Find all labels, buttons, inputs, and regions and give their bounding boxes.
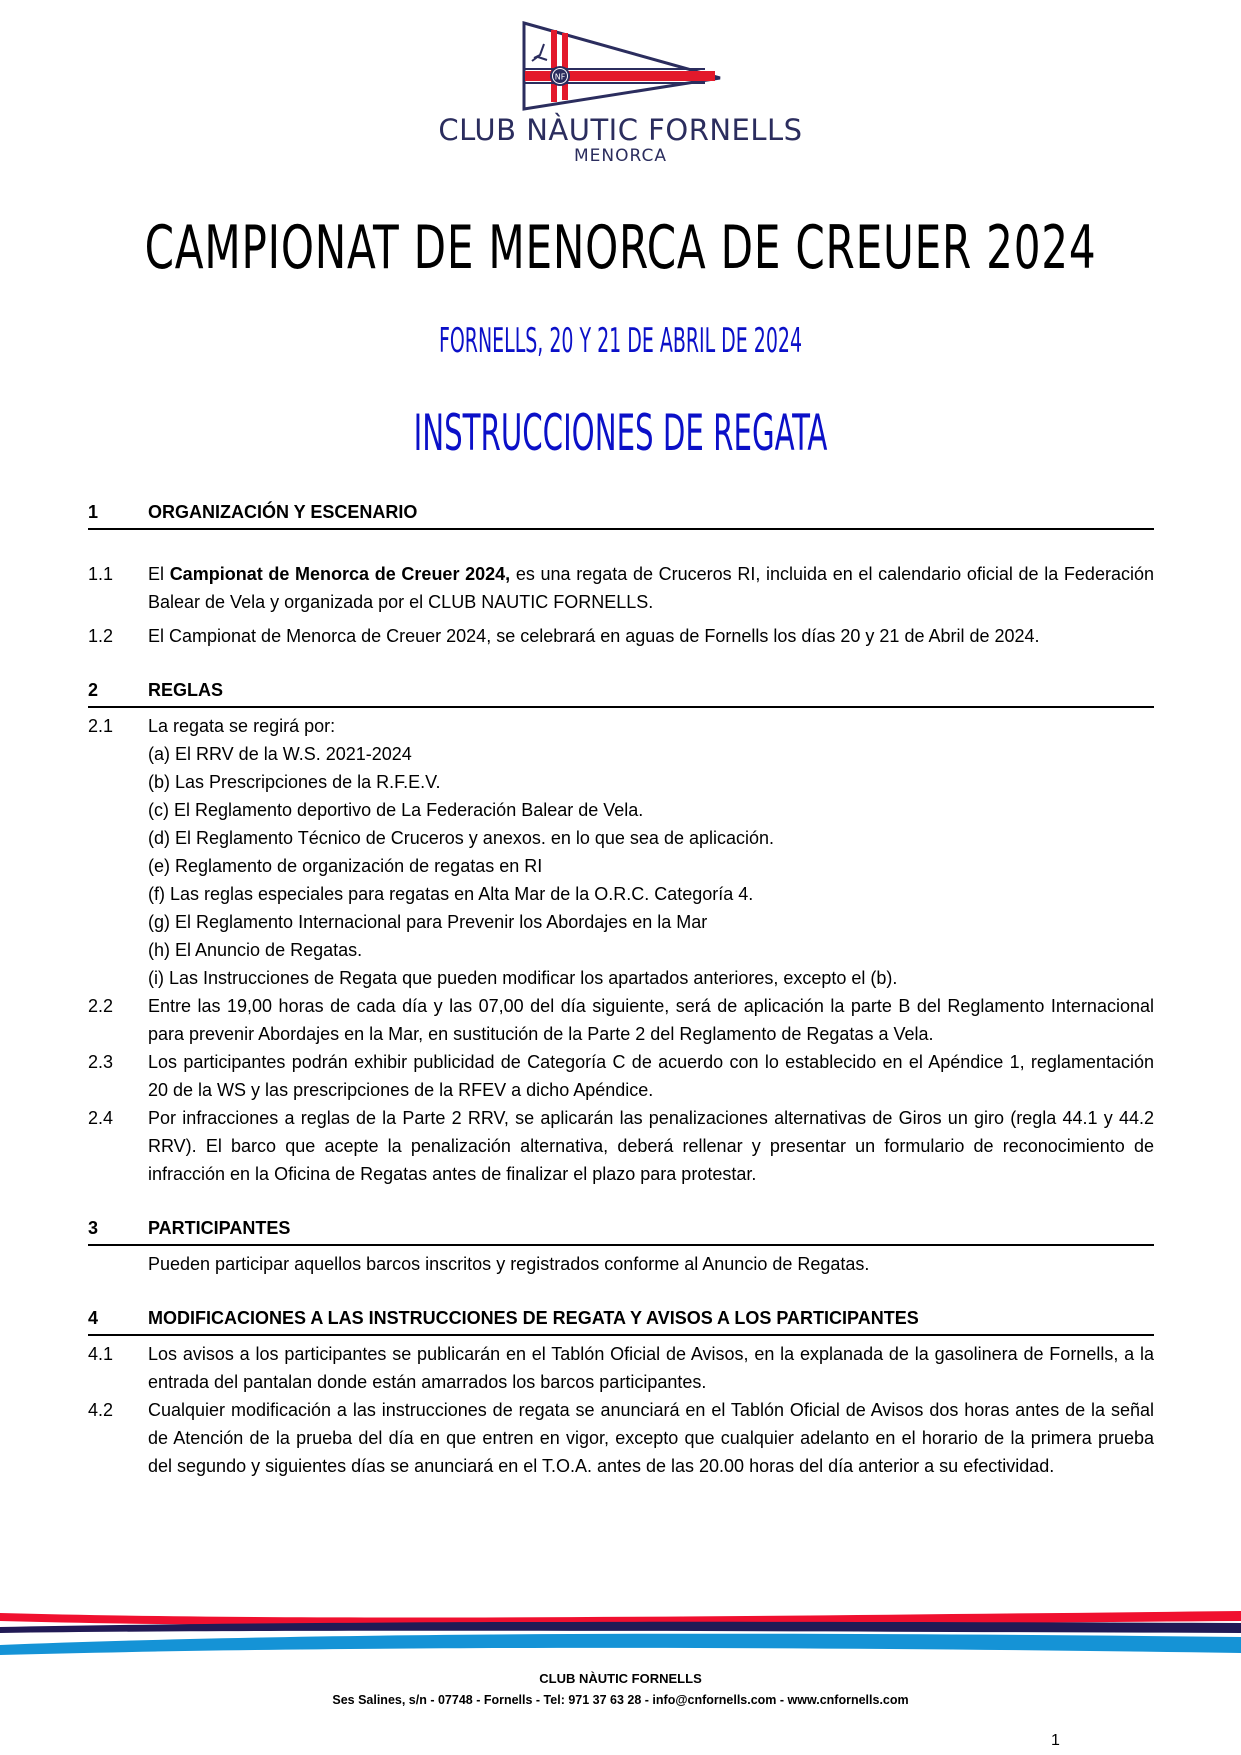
clause bbox=[88, 1340, 1154, 1396]
wave-blue bbox=[0, 1634, 1241, 1655]
clause-text: Cualquier modificación a las instrucciones de regata se anunciará en el Tablón Oficial de Avisos dos horas antes de la señal de Atención de la prueba del día en que entren en vigor, excepto que cualquier adelanto en el horario de la primera prueba del segundo y siguientes días se anunciará en el T.O.A. antes de las 20.00 horas del día anterior a su efectividad. bbox=[148, 1400, 1154, 1476]
clause-text: La regata se regirá por: bbox=[148, 716, 336, 736]
clause bbox=[88, 1104, 1154, 1188]
clause-number: 2.2 bbox=[88, 996, 114, 1016]
clause-text: Entre las 19,00 horas de cada día y las 07,00 del día siguiente, será de aplicación la parte B del Reglamento Internacional para prevenir Abordajes en la Mar, en sustitución de la Parte 2 del Reglamento de Regatas a Vela. bbox=[148, 996, 1154, 1044]
clause bbox=[88, 622, 1154, 650]
event-date: FORNELLS, 20 Y 21 DE ABRIL DE 2024 bbox=[438, 321, 803, 361]
document-body bbox=[88, 498, 1154, 1480]
emblem-text: NF bbox=[554, 72, 566, 82]
event-title: CAMPIONAT DE MENORCA DE CREUER 2024 bbox=[144, 213, 1097, 283]
pennant-stripe bbox=[551, 30, 557, 102]
club-pennant-icon bbox=[520, 18, 725, 114]
clause-number: 2.3 bbox=[88, 1052, 114, 1072]
clause bbox=[88, 1048, 1154, 1104]
page-number: 1 bbox=[1051, 1732, 1060, 1749]
section-number: 2 bbox=[88, 680, 99, 700]
rule-list-item: (b) Las Prescripciones de la R.F.E.V. bbox=[148, 772, 441, 792]
section-heading bbox=[88, 1214, 1154, 1246]
rule-list-item: (i) Las Instrucciones de Regata que pueden modificar los apartados anteriores, excepto el (b). bbox=[148, 968, 898, 988]
section-heading bbox=[88, 676, 1154, 708]
clause-text: Los participantes podrán exhibir publicidad de Categoría C de acuerdo con lo establecido en el Apéndice 1, reglamentación 20 de la WS y las prescripciones de la RFEV a dicho Apéndice. bbox=[148, 1052, 1154, 1100]
section-title: PARTICIPANTES bbox=[148, 1218, 291, 1238]
rule-list-item: (g) El Reglamento Internacional para Prevenir los Abordajes en la Mar bbox=[148, 912, 708, 932]
clause-text: El Campionat de Menorca de Creuer 2024, se celebrará en aguas de Fornells los días 20 y 21 de Abril de 2024. bbox=[148, 626, 1040, 646]
clause-text: Pueden participar aquellos barcos inscritos y registrados conforme al Anuncio de Regatas. bbox=[148, 1254, 870, 1274]
section-number: 1 bbox=[88, 502, 99, 522]
clause-text bbox=[148, 560, 1154, 616]
section-title: MODIFICACIONES A LAS INSTRUCCIONES DE REGATA Y AVISOS A LOS PARTICIPANTES bbox=[148, 1308, 919, 1328]
clause-number: 1.2 bbox=[88, 626, 114, 646]
clause bbox=[88, 560, 1154, 616]
clause-number bbox=[88, 1250, 148, 1278]
clause-text-part: es una regata de Cruceros RI, incluida en el calendario oficial de la Federación Balear de Vela y organizada por el CLUB NAUTIC FORNELLS. bbox=[148, 564, 1154, 612]
section-title: ORGANIZACIÓN Y ESCENARIO bbox=[148, 502, 418, 522]
clause-text: Los avisos a los participantes se publicarán en el Tablón Oficial de Avisos, en la explanada de la gasolinera de Fornells, a la entrada del pantalan donde están amarrados los barcos participantes. bbox=[148, 1344, 1154, 1392]
clause-number: 2.4 bbox=[88, 1108, 114, 1128]
section-heading bbox=[88, 498, 1154, 530]
event-name-bold: Campionat de Menorca de Creuer 2024, bbox=[169, 564, 511, 584]
clause-number: 2.1 bbox=[88, 716, 114, 736]
clause bbox=[88, 712, 1154, 740]
clause-text: Por infracciones a reglas de la Parte 2 RRV, se aplicarán las penalizaciones alternativas de Giros un giro (regla 44.1 y 44.2 RRV). El barco que acepte la penalización alternativa, deberá rellenar y presentar un formulario de reconocimiento de infracción en la Oficina de Regatas antes de finalizar el plazo para protestar. bbox=[148, 1108, 1154, 1184]
footer-wave-decoration bbox=[0, 1595, 1241, 1665]
section-number: 4 bbox=[88, 1308, 99, 1328]
clause bbox=[88, 1396, 1154, 1480]
document-title: INSTRUCCIONES DE REGATA bbox=[413, 404, 828, 462]
rule-list bbox=[88, 740, 1154, 992]
section-number: 3 bbox=[88, 1218, 99, 1238]
logo-subtitle: MENORCA bbox=[574, 146, 667, 166]
logo-club-name: CLUB NÀUTIC FORNELLS bbox=[438, 113, 803, 147]
section-title: REGLAS bbox=[148, 680, 224, 700]
club-logo bbox=[0, 0, 1241, 170]
rule-list-item: (h) El Anuncio de Regatas. bbox=[148, 940, 363, 960]
clause bbox=[88, 992, 1154, 1048]
footer-contact: Ses Salines, s/n - 07748 - Fornells - Tel: 971 37 63 28 - info@cnfornells.com - www.cnfornells.com bbox=[332, 1693, 909, 1707]
clause-text-part: El bbox=[148, 564, 170, 584]
clause-number: 4.2 bbox=[88, 1400, 114, 1420]
rule-list-item: (e) Reglamento de organización de regatas en RI bbox=[148, 856, 543, 876]
rule-list-item: (a) El RRV de la W.S. 2021-2024 bbox=[148, 744, 412, 764]
clause-number: 1.1 bbox=[88, 564, 114, 584]
section-heading bbox=[88, 1304, 1154, 1336]
clause-number: 4.1 bbox=[88, 1344, 114, 1364]
clause bbox=[88, 1250, 1154, 1278]
rule-list-item: (c) El Reglamento deportivo de La Federación Balear de Vela. bbox=[148, 800, 644, 820]
rule-list-item: (f) Las reglas especiales para regatas en Alta Mar de la O.R.C. Categoría 4. bbox=[148, 884, 754, 904]
rule-list-item: (d) El Reglamento Técnico de Cruceros y anexos. en lo que sea de aplicación. bbox=[148, 828, 775, 848]
footer-club-name: CLUB NÀUTIC FORNELLS bbox=[539, 1671, 702, 1686]
